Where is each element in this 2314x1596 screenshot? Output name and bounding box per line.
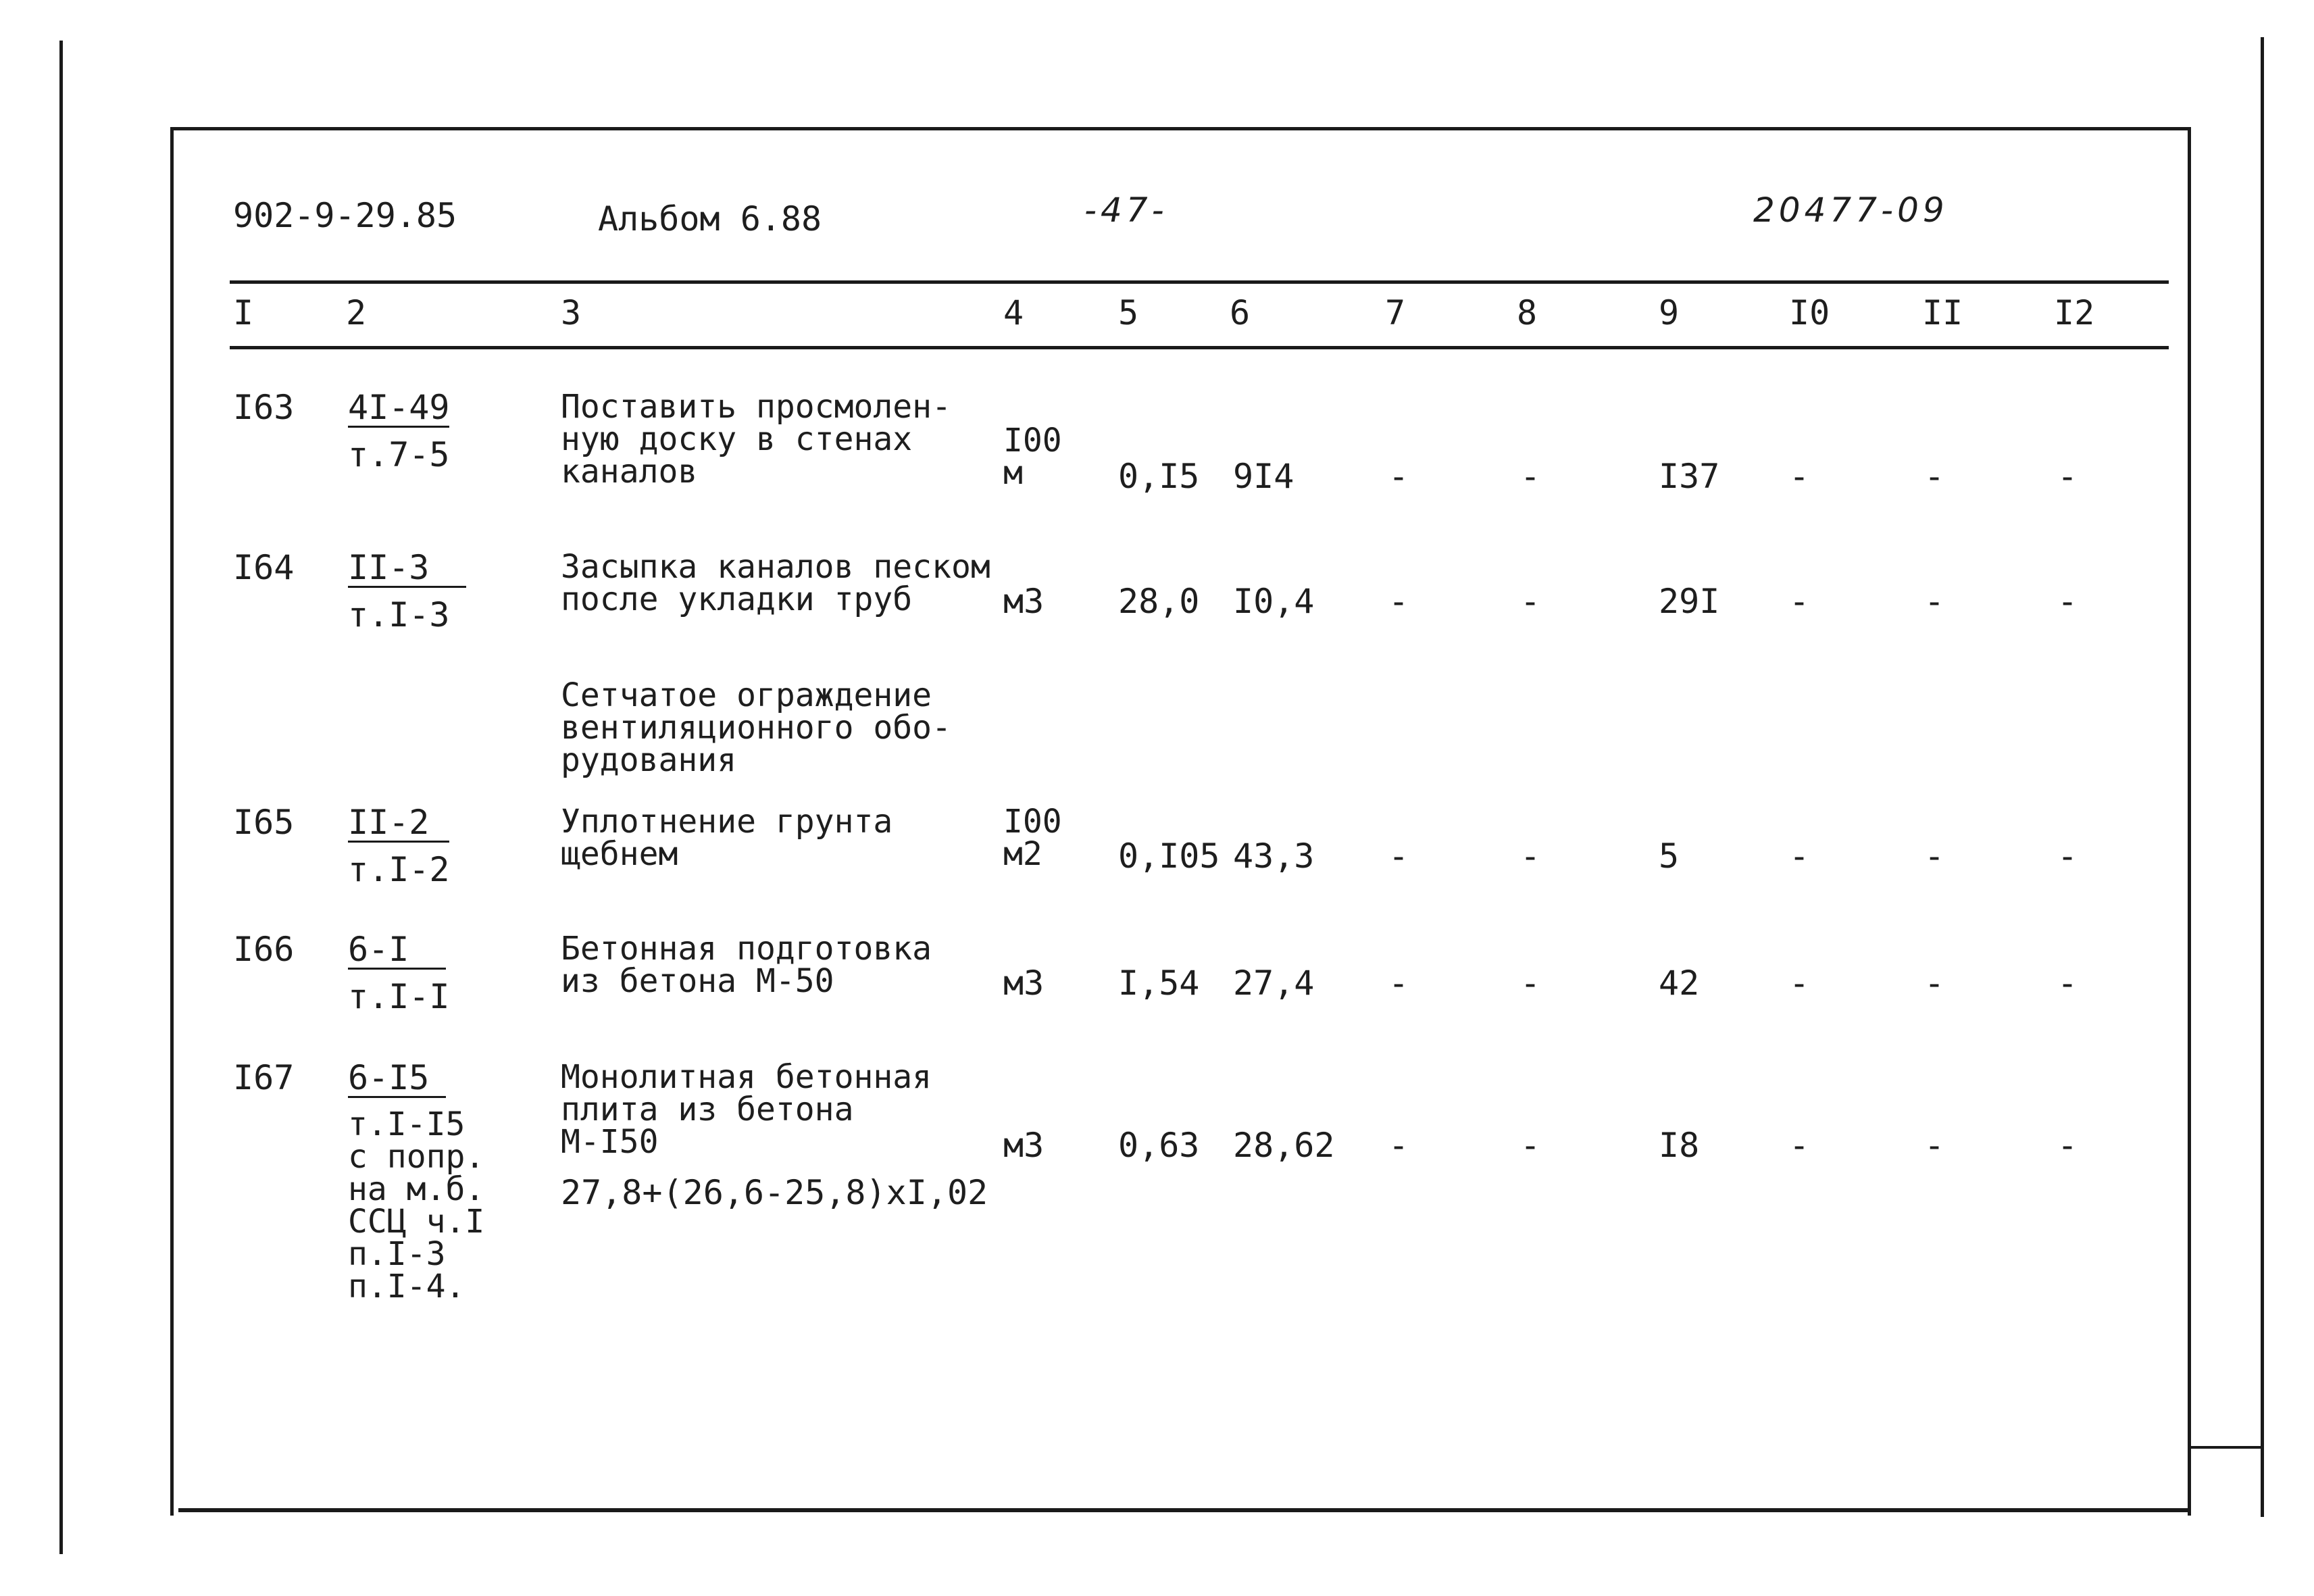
col-header-7: 7 xyxy=(1385,293,1406,332)
col9-value: 5 xyxy=(1659,837,1680,876)
norm-code: II-2 xyxy=(348,805,449,843)
page-number: -47- xyxy=(1084,191,1168,230)
left-margin-line xyxy=(59,41,63,1554)
frame-bottom xyxy=(178,1508,2190,1512)
col9-value: I37 xyxy=(1659,457,1720,496)
unit: I00 м xyxy=(1003,422,1062,492)
col10-value: - xyxy=(1789,964,1810,1003)
col-header-3: 3 xyxy=(561,293,582,332)
corner-stub xyxy=(2191,1446,2262,1449)
unit-price: 27,4 xyxy=(1233,964,1315,1003)
col7-value: - xyxy=(1388,964,1409,1003)
norm-code: 4I-49 xyxy=(348,388,450,427)
norm-code: 6-I5 xyxy=(348,1061,446,1098)
col12-value: - xyxy=(2057,964,2078,1003)
col-header-4: 4 xyxy=(1003,293,1024,332)
col-header-8: 8 xyxy=(1517,293,1538,332)
col-header-1: I xyxy=(233,293,254,332)
col8-value: - xyxy=(1520,837,1541,876)
frame-left xyxy=(170,127,174,1516)
col11-value: - xyxy=(1924,457,1945,496)
norm-table-ref: т.I-I5 с попр. на м.б. ССЦ ч.I п.I-3 п.I-4. xyxy=(348,1105,485,1305)
inventory-number: 20477-09 xyxy=(1753,191,1948,230)
header-rule-bottom xyxy=(230,346,2169,349)
norm-code: 6-I xyxy=(348,932,446,970)
work-description: Монолитная бетонная плита из бетона М-I50 xyxy=(561,1058,932,1161)
unit: м3 xyxy=(1003,1126,1045,1165)
col9-value: 42 xyxy=(1659,964,1700,1003)
col12-value: - xyxy=(2057,1126,2078,1165)
frame-top xyxy=(170,127,2190,130)
col12-value: - xyxy=(2057,582,2078,621)
unit-price: I0,4 xyxy=(1233,582,1315,621)
col8-value: - xyxy=(1520,1126,1541,1165)
right-margin-line xyxy=(2261,37,2264,1517)
col9-value: 29I xyxy=(1659,582,1720,621)
unit-price: 28,62 xyxy=(1233,1126,1335,1165)
col10-value: - xyxy=(1789,582,1810,621)
norm-table-ref: т.I-2 xyxy=(348,850,450,889)
col-header-6: 6 xyxy=(1230,293,1251,332)
col11-value: - xyxy=(1924,582,1945,621)
price-formula: 27,8+(26,6-25,8)хI,02 xyxy=(561,1173,988,1212)
doc-code: 902-9-29.85 xyxy=(233,196,457,235)
col-header-12: I2 xyxy=(2054,293,2095,332)
norm-code: II-3 xyxy=(348,551,466,588)
header-rule-top xyxy=(230,280,2169,284)
section-title: Сетчатое ограждение вентиляционного обо- рудования xyxy=(561,676,951,779)
col9-value: I8 xyxy=(1659,1126,1700,1165)
quantity: 28,0 xyxy=(1118,582,1200,621)
row-number: I67 xyxy=(233,1058,295,1097)
col-header-11: II xyxy=(1922,293,1963,332)
col-header-2: 2 xyxy=(346,293,367,332)
album-label: Альбом 6.88 xyxy=(598,199,822,239)
unit-price: 43,3 xyxy=(1233,837,1315,876)
col10-value: - xyxy=(1789,837,1810,876)
col7-value: - xyxy=(1388,582,1409,621)
row-number: I63 xyxy=(233,388,295,427)
unit-price: 9I4 xyxy=(1233,457,1294,496)
col11-value: - xyxy=(1924,1126,1945,1165)
work-description: Поставить просмолен- ную доску в стенах каналов xyxy=(561,388,951,491)
col-header-5: 5 xyxy=(1118,293,1139,332)
col8-value: - xyxy=(1520,582,1541,621)
quantity: I,54 xyxy=(1118,964,1200,1003)
col10-value: - xyxy=(1789,1126,1810,1165)
quantity: 0,I5 xyxy=(1118,457,1200,496)
col-header-9: 9 xyxy=(1659,293,1680,332)
row-number: I66 xyxy=(233,930,295,969)
quantity: 0,63 xyxy=(1118,1126,1200,1165)
norm-table-ref: т.7-5 xyxy=(348,435,450,474)
col-header-10: I0 xyxy=(1789,293,1830,332)
col8-value: - xyxy=(1520,964,1541,1003)
work-description: Уплотнение грунта щебнем xyxy=(561,803,893,873)
col12-value: - xyxy=(2057,457,2078,496)
col11-value: - xyxy=(1924,964,1945,1003)
unit: м3 xyxy=(1003,582,1045,621)
work-description: Бетонная подготовка из бетона М-50 xyxy=(561,930,932,1000)
col11-value: - xyxy=(1924,837,1945,876)
col7-value: - xyxy=(1388,837,1409,876)
frame-right xyxy=(2188,127,2191,1516)
col7-value: - xyxy=(1388,1126,1409,1165)
col12-value: - xyxy=(2057,837,2078,876)
col7-value: - xyxy=(1388,457,1409,496)
col8-value: - xyxy=(1520,457,1541,496)
row-number: I64 xyxy=(233,548,295,587)
norm-table-ref: т.I-3 xyxy=(348,595,450,634)
unit: м3 xyxy=(1003,964,1045,1003)
unit: I00 м2 xyxy=(1003,803,1062,873)
row-number: I65 xyxy=(233,803,295,842)
quantity: 0,I05 xyxy=(1118,837,1220,876)
col10-value: - xyxy=(1789,457,1810,496)
work-description: Засыпка каналов песком после укладки труб xyxy=(561,548,990,618)
norm-table-ref: т.I-I xyxy=(348,977,450,1016)
